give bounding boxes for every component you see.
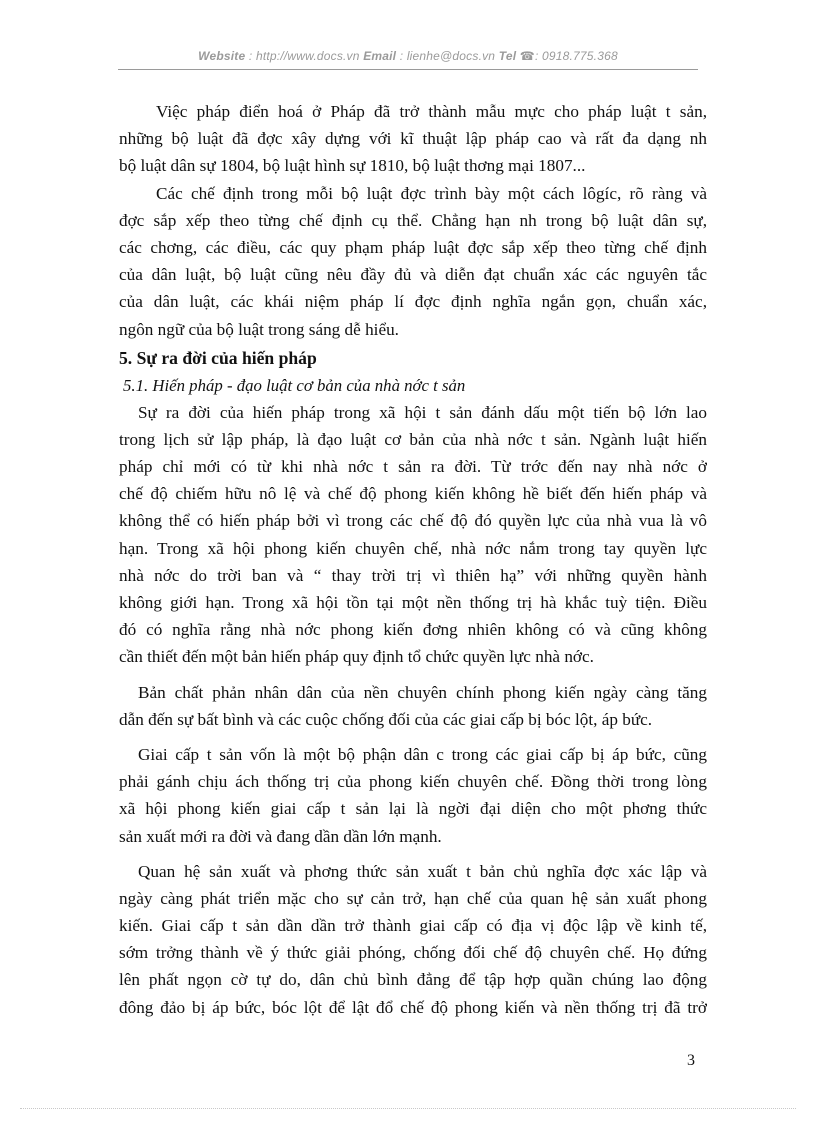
paragraph-6 xyxy=(119,858,707,1021)
text-line: Sự ra đời của hiến pháp trong xã hội t sản đánh dấu một tiến bộ lớn lao xyxy=(138,402,707,422)
footer-divider xyxy=(20,1108,796,1109)
text-line: Bản chất phản nhân dân của nền chuyên chính phong kiến ngày càng tăng xyxy=(138,682,707,702)
header-email-value: : lienhe@docs.vn xyxy=(399,49,496,63)
header-website-label: Website xyxy=(198,49,246,63)
document-body xyxy=(119,98,707,1021)
text-line: các chơng, các điều, các quy phạm pháp luật đợc sắp xếp theo từng chế định xyxy=(119,237,707,257)
text-line: pháp chỉ mới có từ khi nhà nớc t sản ra đời. Từ trớc đến nay nhà nớc ở xyxy=(119,457,707,477)
header-divider xyxy=(118,69,698,70)
text-line: không giới hạn. Trong xã hội tồn tại một nền thống trị hà khắc tuỳ tiện. Điều xyxy=(119,593,707,612)
header-website-value: : http://www.docs.vn xyxy=(248,49,360,63)
header-tel-label: Tel xyxy=(498,49,517,63)
paragraph-2 xyxy=(119,180,707,343)
text-line: lên phất ngọn cờ tự do, dân chủ bình đẳng để tập hợp quần chúng lao động xyxy=(119,970,707,990)
paragraph-1 xyxy=(119,98,707,180)
text-line: nhà nớc do trời ban và “ thay trời trị vì thiên hạ” với những quyền hành xyxy=(119,565,707,585)
header-tel-value: : 0918.775.368 xyxy=(534,49,618,63)
text-line: xã hội phong kiến giai cấp t sản lại là ngời đại diện cho một phơng thức xyxy=(119,799,707,819)
text-line: Các chế định trong mỗi bộ luật đợc trình bày một cách lôgíc, rõ ràng và xyxy=(156,183,707,203)
text-line: Quan hệ sản xuất và phơng thức sản xuất t bản chủ nghĩa đợc xác lập và xyxy=(138,861,707,881)
text-line: đó có nghĩa rằng nhà nớc phong kiến đơng nhiên không có và cũng không xyxy=(119,620,707,640)
paragraph-3 xyxy=(119,399,707,671)
text-line: sản xuất mới ra đời và đang dần dần lớn mạnh. xyxy=(119,826,442,846)
text-line: dẫn đến sự bất bình và các cuộc chống đối của các giai cấp bị bóc lột, áp bức. xyxy=(119,709,653,729)
text-line: những bộ luật đã đợc xây dựng với kĩ thuật lập pháp cao và rất đa dạng nh xyxy=(119,129,707,149)
text-line: không thể có hiến pháp bởi vì trong các chế độ đó quyền lực của nhà vua là vô xyxy=(119,511,707,531)
paragraph-4 xyxy=(119,679,707,733)
text-line: của dân luật, các khái niệm pháp lí đợc định nghĩa ngắn gọn, chuẩn xác, xyxy=(119,292,707,312)
text-line: hạn. Trong xã hội phong kiến chuyên chế, nhà nớc nắm trong tay quyền lực xyxy=(119,538,707,558)
text-line: ngày càng phát triển mặc cho sự cản trở, hạn chế của quan hệ sản xuất phong xyxy=(119,888,707,908)
page-header xyxy=(118,49,698,63)
text-line: sớm trởng thành về ý thức giải phóng, chống đối chế độ chuyên chế. Họ đứng xyxy=(119,943,707,963)
text-line: phải gánh chịu ách thống trị của phong kiến chuyên chế. Đồng thời trong lòng xyxy=(119,772,707,792)
paragraph-5 xyxy=(119,741,707,850)
header-email-label: Email xyxy=(363,49,397,63)
text-line: Việc pháp điển hoá ở Pháp đã trở thành mẫu mực cho pháp luật t sản, xyxy=(156,102,707,121)
text-line: kiến. Giai cấp t sản dần dần trở thành giai cấp có địa vị độc lập về kinh tế, xyxy=(119,916,707,936)
phone-icon: ☎ xyxy=(519,49,535,63)
subsection-heading: 5.1. Hiến pháp - đạo luật cơ bản của nhà nớc t sản xyxy=(123,375,466,395)
section-heading: 5. Sự ra đời của hiến pháp xyxy=(119,347,317,368)
text-line: chế độ chiếm hữu nô lệ và chế độ phong kiến không hề biết đến hiến pháp và xyxy=(119,484,707,504)
text-line: ngôn ngữ của bộ luật trong sáng dễ hiểu. xyxy=(119,319,399,339)
text-line: trong lịch sử lập pháp, là đạo luật cơ bản của nhà nớc t sản. Ngành luật hiến xyxy=(119,429,707,449)
text-line: Giai cấp t sản vốn là một bộ phận dân c trong các giai cấp bị áp bức, cũng xyxy=(138,744,707,764)
text-line: đông đảo bị áp bức, bóc lột để lật đổ chế độ phong kiến và nền thống trị đã trở xyxy=(119,997,707,1017)
text-line: bộ luật dân sự 1804, bộ luật hình sự 1810, bộ luật thơng mại 1807... xyxy=(119,156,586,176)
page-number: 3 xyxy=(687,1052,695,1069)
text-line: của dân luật, bộ luật cũng nêu đầy đủ và diễn đạt chuẩn xác các nguyên tắc xyxy=(119,265,707,285)
text-line: đợc sắp xếp theo từng chế định cụ thể. Chẳng hạn nh trong bộ luật dân sự, xyxy=(119,210,707,230)
text-line: cần thiết đến một bản hiến pháp quy định tổ chức quyền lực nhà nớc. xyxy=(119,647,594,667)
